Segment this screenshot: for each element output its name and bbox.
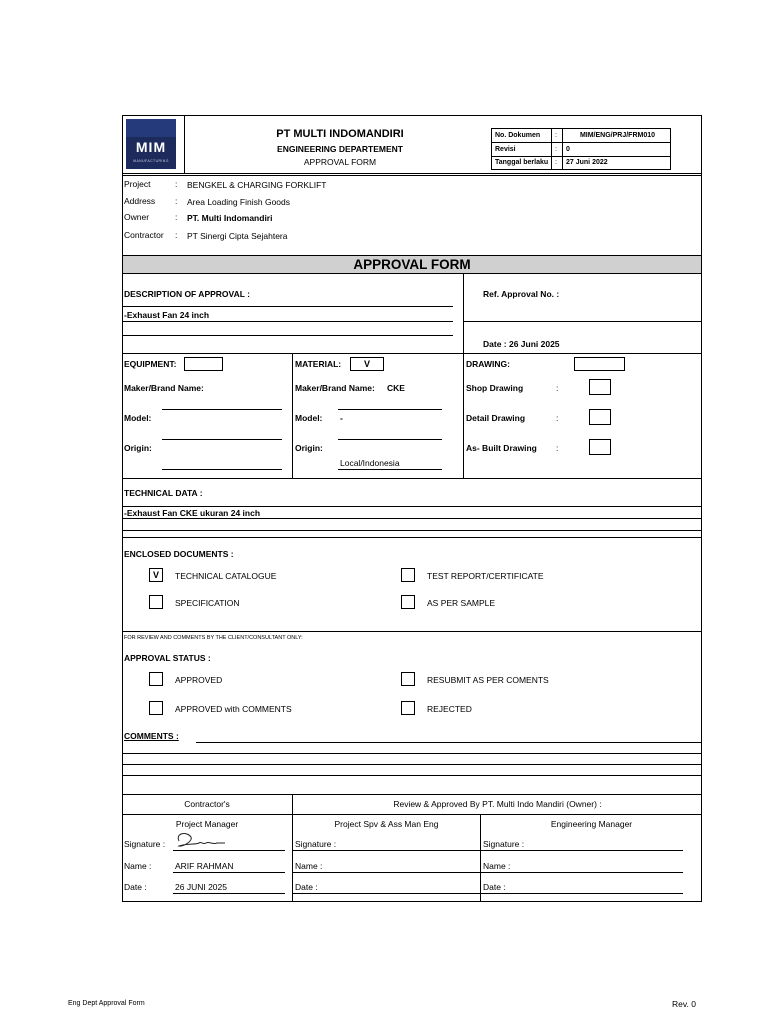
- address-label: Address: [124, 196, 156, 206]
- technical-catalogue-label: TECHNICAL CATALOGUE: [175, 571, 277, 581]
- spv-signature-label: Signature :: [295, 839, 337, 849]
- sig-header-line: [122, 814, 702, 815]
- enclosed-documents-label: ENCLOSED DOCUMENTS :: [124, 549, 234, 559]
- material-model-line: [338, 439, 442, 440]
- technical-line: [122, 518, 702, 519]
- resubmit-checkbox[interactable]: [401, 672, 415, 686]
- em-signature-label: Signature :: [483, 839, 525, 849]
- technical-line: [122, 537, 702, 538]
- address-sep: :: [175, 196, 178, 206]
- pm-name-label: Name :: [124, 861, 152, 871]
- approved-checkbox[interactable]: [149, 672, 163, 686]
- equipment-origin-label: Origin:: [124, 443, 152, 453]
- pm-date-value: 26 JUNI 2025: [175, 882, 227, 892]
- technical-line: [122, 530, 702, 531]
- sig-divider: [292, 794, 293, 902]
- company-logo: [126, 119, 176, 169]
- effective-date-value: 27 Juni 2022: [566, 159, 608, 166]
- comments-label: COMMENTS :: [124, 731, 179, 741]
- project-value: BENGKEL & CHARGING FORKLIFT: [187, 180, 327, 190]
- revision-value: 0: [566, 146, 570, 153]
- rejected-checkbox[interactable]: [401, 701, 415, 715]
- effective-date-label: Tanggal berlaku: [495, 159, 549, 166]
- project-label: Project: [124, 179, 151, 189]
- approved-with-comments-label: APPROVED with COMMENTS: [175, 704, 292, 714]
- signature-scribble: [173, 829, 227, 851]
- equipment-model-label: Model:: [124, 413, 152, 423]
- spv-name-line: [293, 872, 480, 873]
- contractor-label: Contractor: [124, 230, 164, 240]
- equipment-maker-line: [162, 409, 282, 410]
- contractor-value: PT Sinergi Cipta Sejahtera: [187, 231, 288, 241]
- ref-line: [463, 321, 702, 322]
- footer-right: Rev. 0: [672, 999, 696, 1009]
- material-origin-label: Origin:: [295, 443, 323, 453]
- drawing-checkbox[interactable]: [574, 357, 625, 371]
- asbuilt-drawing-sep: :: [556, 443, 559, 453]
- technical-data-label: TECHNICAL DATA :: [124, 488, 203, 498]
- engineering-manager-title: Engineering Manager: [550, 819, 633, 829]
- project-spv-title: Project Spv & Ass Man Eng: [334, 819, 439, 829]
- pm-date-label: Date :: [124, 882, 147, 892]
- project-manager-title: Project Manager: [175, 819, 239, 829]
- spv-date-line: [293, 893, 480, 894]
- equipment-model-line: [162, 439, 282, 440]
- header-divider: [184, 115, 185, 173]
- col-divider: [292, 353, 293, 478]
- form-subtitle: APPROVAL FORM: [303, 157, 377, 167]
- section-line: [122, 794, 702, 795]
- material-maker-line: [338, 409, 442, 410]
- material-maker-value: CKE: [387, 383, 405, 393]
- equipment-maker-label: Maker/Brand Name:: [124, 383, 204, 393]
- technical-data-value: -Exhaust Fan CKE ukuran 24 inch: [124, 508, 261, 518]
- em-date-line: [481, 893, 683, 894]
- approved-with-comments-checkbox[interactable]: [149, 701, 163, 715]
- spv-date-label: Date :: [295, 882, 318, 892]
- comments-line[interactable]: [122, 775, 702, 776]
- pm-name-value: ARIF RAHMAN: [175, 861, 234, 871]
- material-model-label: Model:: [295, 413, 323, 423]
- detail-drawing-checkbox[interactable]: [589, 409, 611, 425]
- ref-approval-label: Ref. Approval No. :: [483, 289, 560, 299]
- technical-catalogue-checkbox[interactable]: V: [149, 568, 163, 582]
- as-per-sample-checkbox[interactable]: [401, 595, 415, 609]
- section-line: [122, 353, 702, 354]
- section-line: [122, 631, 702, 632]
- material-checkbox[interactable]: V: [350, 357, 384, 371]
- pm-signature-label: Signature :: [124, 839, 166, 849]
- material-origin-value: Local/Indonesia: [340, 458, 400, 468]
- revision-label: Revisi: [495, 146, 516, 153]
- shop-drawing-checkbox[interactable]: [589, 379, 611, 395]
- company-name: PT MULTI INDOMANDIRI: [276, 128, 404, 140]
- material-model-value: -: [340, 413, 343, 423]
- approval-status-label: APPROVAL STATUS :: [124, 653, 211, 663]
- description-line: [122, 321, 453, 322]
- spv-name-label: Name :: [295, 861, 323, 871]
- approval-form-banner: [123, 255, 701, 274]
- pm-signature-line: [173, 850, 285, 851]
- owner-header: Review & Approved By PT. Multi Indo Mandiri (Owner) :: [393, 799, 602, 809]
- asbuilt-drawing-checkbox[interactable]: [589, 439, 611, 455]
- pm-date-line: [173, 893, 285, 894]
- review-note: FOR REVIEW AND COMMENTS BY THE CLIENT/CONSULTANT ONLY:: [124, 635, 303, 641]
- contractor-header: Contractor's: [184, 799, 230, 809]
- asbuilt-drawing-label: As- Built Drawing: [466, 443, 537, 453]
- equipment-checkbox[interactable]: [184, 357, 223, 371]
- shop-drawing-sep: :: [556, 383, 559, 393]
- banner-title: APPROVAL FORM: [353, 257, 471, 272]
- owner-label: Owner: [124, 212, 150, 222]
- effective-date-sep: :: [555, 159, 557, 166]
- doc-number-value: MIM/ENG/PRJ/FRM010: [579, 132, 656, 139]
- section-line: [122, 478, 702, 479]
- pm-name-line: [173, 872, 285, 873]
- material-maker-label: Maker/Brand Name:: [295, 383, 375, 393]
- em-signature-line: [481, 850, 683, 851]
- owner-sep: :: [175, 212, 178, 222]
- test-report-label: TEST REPORT/CERTIFICATE: [427, 571, 544, 581]
- logo-subtext: MANUFACTURING: [133, 159, 169, 163]
- approved-label: APPROVED: [175, 675, 223, 685]
- doc-number-sep: :: [555, 132, 557, 139]
- description-value: -Exhaust Fan 24 inch: [124, 310, 210, 320]
- em-name-label: Name :: [483, 861, 511, 871]
- footer-left: Eng Dept Approval Form: [68, 1000, 145, 1007]
- as-per-sample-label: AS PER SAMPLE: [427, 598, 496, 608]
- contractor-sep: :: [175, 230, 178, 240]
- doc-info-table: [491, 128, 671, 170]
- specification-label: SPECIFICATION: [175, 598, 240, 608]
- description-line: [122, 335, 453, 336]
- comments-line[interactable]: [122, 753, 702, 754]
- revision-sep: :: [555, 146, 557, 153]
- project-sep: :: [175, 179, 178, 189]
- comments-line[interactable]: [196, 742, 702, 743]
- material-label: MATERIAL:: [295, 359, 342, 369]
- test-report-checkbox[interactable]: [401, 568, 415, 582]
- address-value: Area Loading Finish Goods: [187, 197, 291, 207]
- department-name: ENGINEERING DEPARTEMENT: [277, 144, 403, 154]
- doc-number-label: No. Dokumen: [495, 132, 541, 139]
- col-divider: [463, 353, 464, 478]
- detail-drawing-sep: :: [556, 413, 559, 423]
- em-name-line: [481, 872, 683, 873]
- detail-drawing-label: Detail Drawing: [466, 413, 526, 423]
- equipment-label: EQUIPMENT:: [124, 359, 177, 369]
- logo-text: MIM: [135, 139, 167, 155]
- description-label: DESCRIPTION OF APPROVAL :: [124, 289, 250, 299]
- owner-value: PT. Multi Indomandiri: [187, 213, 273, 223]
- comments-line[interactable]: [122, 764, 702, 765]
- equipment-origin-line: [162, 469, 282, 470]
- rejected-label: REJECTED: [427, 704, 472, 714]
- technical-line: [122, 506, 702, 507]
- resubmit-label: RESUBMIT AS PER COMENTS: [427, 675, 549, 685]
- em-date-label: Date :: [483, 882, 506, 892]
- header-bottom-line: [122, 173, 702, 174]
- spv-signature-line: [293, 850, 480, 851]
- shop-drawing-label: Shop Drawing: [466, 383, 524, 393]
- material-origin-line: [338, 469, 442, 470]
- description-divider: [463, 274, 464, 354]
- description-line: [122, 306, 453, 307]
- approval-date: Date : 26 Juni 2025: [483, 339, 560, 349]
- header-bottom-line-2: [122, 175, 702, 176]
- drawing-label: DRAWING:: [466, 359, 510, 369]
- specification-checkbox[interactable]: [149, 595, 163, 609]
